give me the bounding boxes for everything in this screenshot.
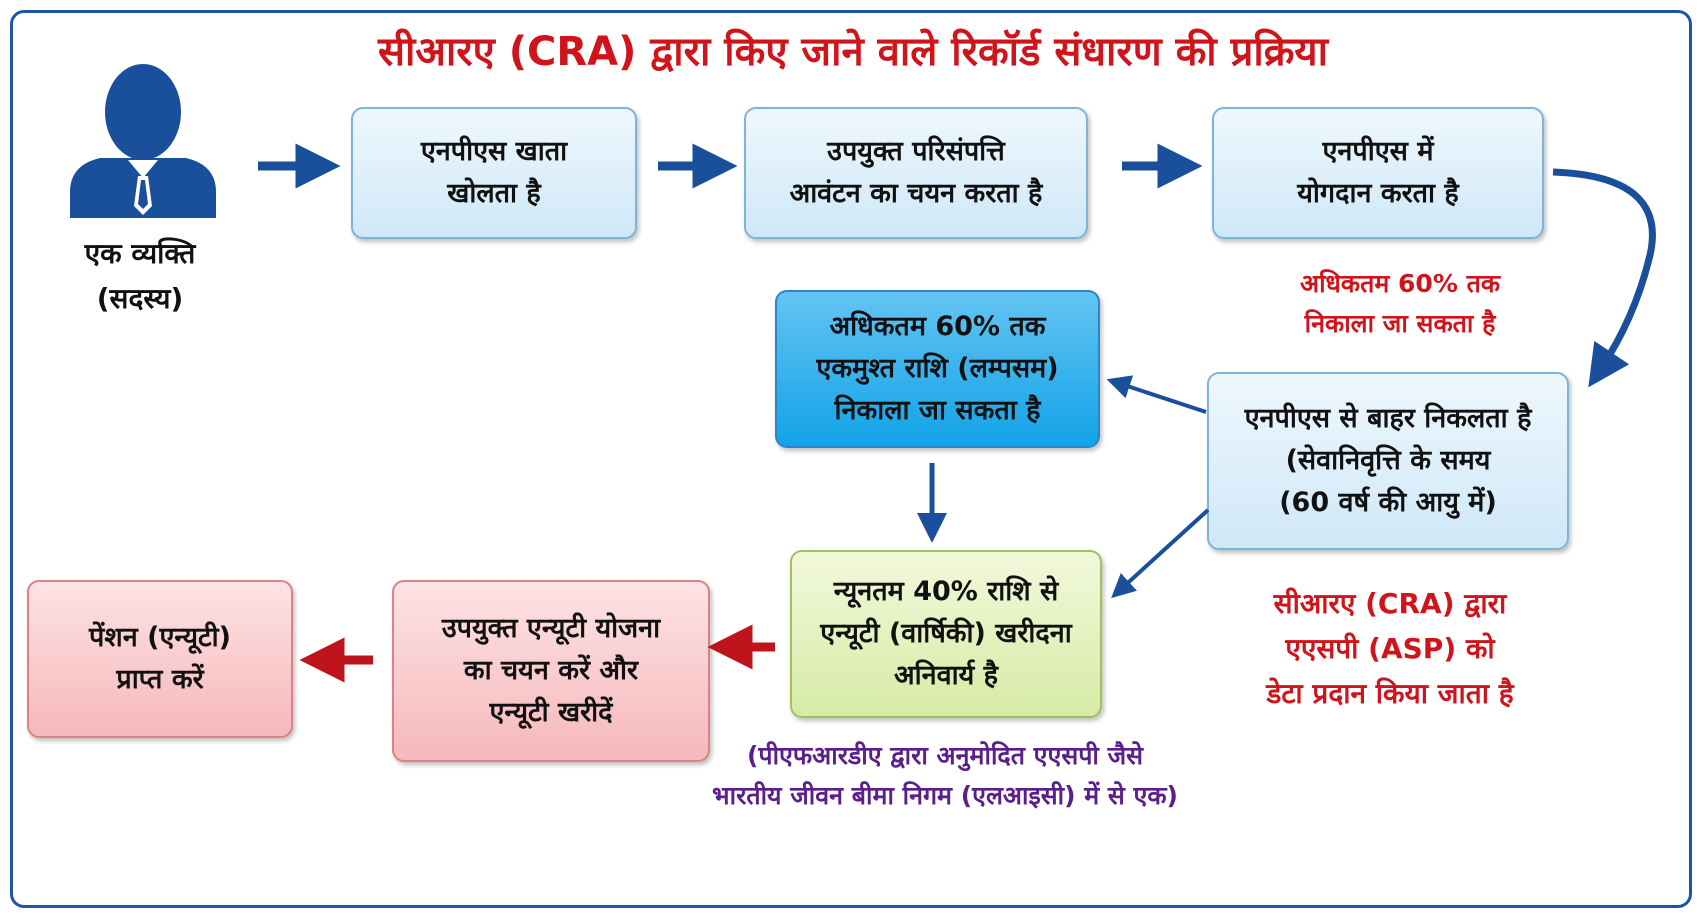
- box-annuity-purchase-line2: एन्यूटी (वार्षिकी) खरीदना: [820, 618, 1072, 650]
- note-cra-asp-line2: एएसपी (ASP) को: [1285, 631, 1495, 665]
- box-asset-allocation-line1: उपयुक्त परिसंपत्ति: [827, 136, 1005, 168]
- box-lumpsum-line3: निकाला जा सकता है: [834, 394, 1041, 426]
- box-lumpsum: [775, 290, 1100, 448]
- box-choose-annuity-line2: का चयन करें और: [463, 655, 639, 687]
- note-cra-asp: [1230, 582, 1550, 716]
- box-exit-line2: (सेवानिवृत्ति के समय: [1285, 445, 1491, 477]
- box-exit: [1207, 372, 1569, 550]
- box-contribute-line2: योगदान करता है: [1297, 178, 1459, 209]
- box-asset-allocation-line2: आवंटन का चयन करता है: [789, 178, 1043, 209]
- box-choose-annuity-line1: उपयुक्त एन्यूटी योजना: [441, 613, 661, 645]
- note-withdraw-line2: निकाला जा सकता है: [1304, 309, 1496, 338]
- box-annuity-purchase-line1: न्यूनतम 40% राशि से: [833, 576, 1059, 608]
- person-label-line1: एक व्यक्ति: [84, 237, 196, 270]
- box-annuity-purchase-line3: अनिवार्य है: [893, 659, 998, 691]
- person-label-line2: (सदस्य): [96, 281, 184, 315]
- box-contribute: [1212, 107, 1544, 239]
- note-withdraw: [1265, 264, 1535, 344]
- box-choose-annuity: [392, 580, 710, 762]
- note-cra-asp-line3: डेटा प्रदान किया जाता है: [1266, 676, 1514, 710]
- person-label: [60, 232, 220, 322]
- box-pension: [27, 580, 293, 738]
- note-asp-example-line2: भारतीय जीवन बीमा निगम (एलआइसी) में से एक): [712, 781, 1178, 810]
- box-lumpsum-line2: एकमुश्त राशि (लम्पसम): [816, 353, 1059, 385]
- box-asset-allocation: [744, 107, 1088, 239]
- box-exit-line3: (60 वर्ष की आयु में): [1279, 486, 1497, 518]
- box-open-account-line1: एनपीएस खाता: [420, 136, 568, 168]
- box-contribute-line1: एनपीएस में: [1322, 136, 1434, 168]
- box-pension-line2: प्राप्त करें: [116, 664, 204, 695]
- note-asp-example-line1: (पीएफआरडीए द्वारा अनुमोदित एएसपी जैसे: [746, 741, 1144, 770]
- box-choose-annuity-line3: एन्यूटी खरीदें: [489, 696, 613, 728]
- note-cra-asp-line1: सीआरए (CRA) द्वारा: [1273, 587, 1507, 620]
- note-withdraw-line1: अधिकतम 60% तक: [1299, 269, 1501, 298]
- box-open-account-line2: खोलता है: [447, 178, 541, 209]
- box-exit-line1: एनपीएस से बाहर निकलता है: [1244, 403, 1532, 435]
- box-open-account: [351, 107, 637, 239]
- page-title: सीआरए (CRA) द्वारा किए जाने वाले रिकॉर्ड संधारण की प्रक्रिया: [378, 29, 1328, 75]
- box-annuity-purchase: [790, 550, 1102, 718]
- note-asp-example: [640, 736, 1250, 816]
- box-pension-line1: पेंशन (एन्यूटी): [89, 622, 231, 654]
- box-lumpsum-line1: अधिकतम 60% तक: [829, 311, 1046, 343]
